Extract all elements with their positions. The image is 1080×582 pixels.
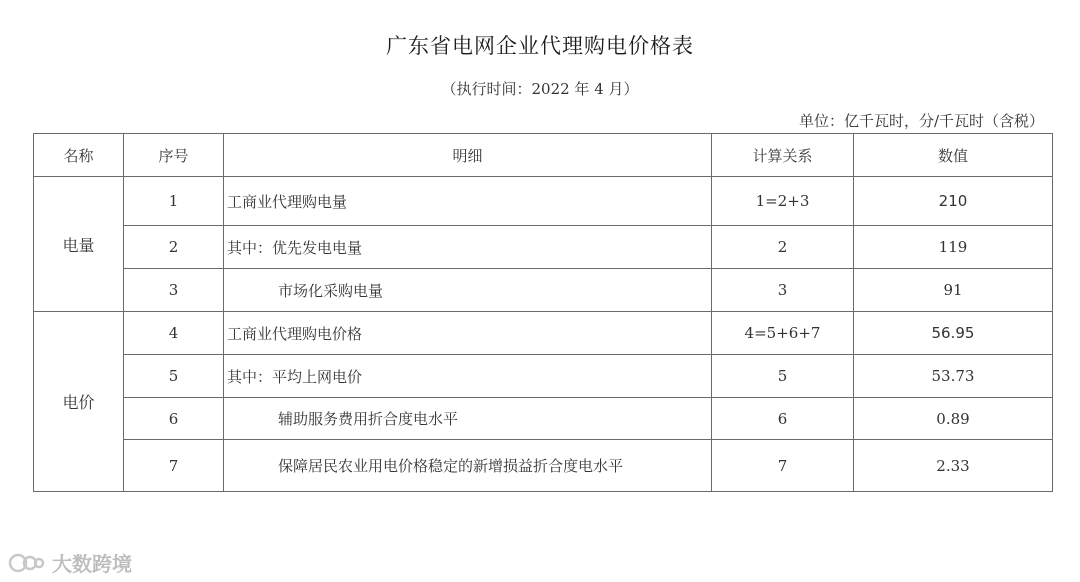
row-seq: 2: [124, 226, 224, 269]
row-seq: 1: [124, 177, 224, 226]
table-row: [34, 177, 1053, 226]
header-value: 数值: [854, 134, 1053, 177]
row-calc: 1=2+3: [712, 177, 854, 226]
row-detail: 其中：平均上网电价: [224, 355, 712, 398]
row-seq: 7: [124, 440, 224, 492]
row-detail: 工商业代理购电量: [224, 177, 712, 226]
row-detail: 工商业代理购电价格: [224, 312, 712, 355]
header-calc: 计算关系: [712, 134, 854, 177]
table-header-row: [34, 134, 1053, 177]
row-value: 210: [854, 177, 1053, 226]
row-detail: 辅助服务费用折合度电水平: [224, 398, 712, 440]
row-detail: 市场化采购电量: [224, 269, 712, 312]
row-seq: 5: [124, 355, 224, 398]
row-value: 91: [854, 269, 1053, 312]
table-row: [34, 398, 1053, 440]
table-row: [34, 440, 1053, 492]
table-row: [34, 312, 1053, 355]
row-detail: 保障居民农业用电价格稳定的新增损益折合度电水平: [224, 440, 712, 492]
table-row: [34, 355, 1053, 398]
row-seq: 3: [124, 269, 224, 312]
group-name-quantity: 电量: [34, 177, 124, 312]
row-value: 119: [854, 226, 1053, 269]
row-calc: 5: [712, 355, 854, 398]
row-value: 0.89: [854, 398, 1053, 440]
row-calc: 3: [712, 269, 854, 312]
watermark-logo-icon: [8, 551, 48, 575]
watermark-text: 大数跨境: [52, 552, 132, 576]
watermark: [8, 548, 132, 577]
table-row: [34, 269, 1053, 312]
row-calc: 6: [712, 398, 854, 440]
row-calc: 4=5+6+7: [712, 312, 854, 355]
price-table: [33, 133, 1053, 492]
row-seq: 4: [124, 312, 224, 355]
row-value: 53.73: [854, 355, 1053, 398]
row-value: 2.33: [854, 440, 1053, 492]
row-value: 56.95: [854, 312, 1053, 355]
group-name-price: 电价: [34, 312, 124, 492]
header-detail: 明细: [224, 134, 712, 177]
unit-note: 单位：亿千瓦时，分/千瓦时（含税）: [798, 112, 1044, 130]
row-detail: 其中：优先发电电量: [224, 226, 712, 269]
page-title: 广东省电网企业代理购电价格表: [386, 34, 694, 58]
row-calc: 2: [712, 226, 854, 269]
effective-date: （执行时间：2022 年 4 月）: [441, 80, 639, 98]
table-row: [34, 226, 1053, 269]
row-calc: 7: [712, 440, 854, 492]
row-seq: 6: [124, 398, 224, 440]
header-seq: 序号: [124, 134, 224, 177]
header-name: 名称: [34, 134, 124, 177]
